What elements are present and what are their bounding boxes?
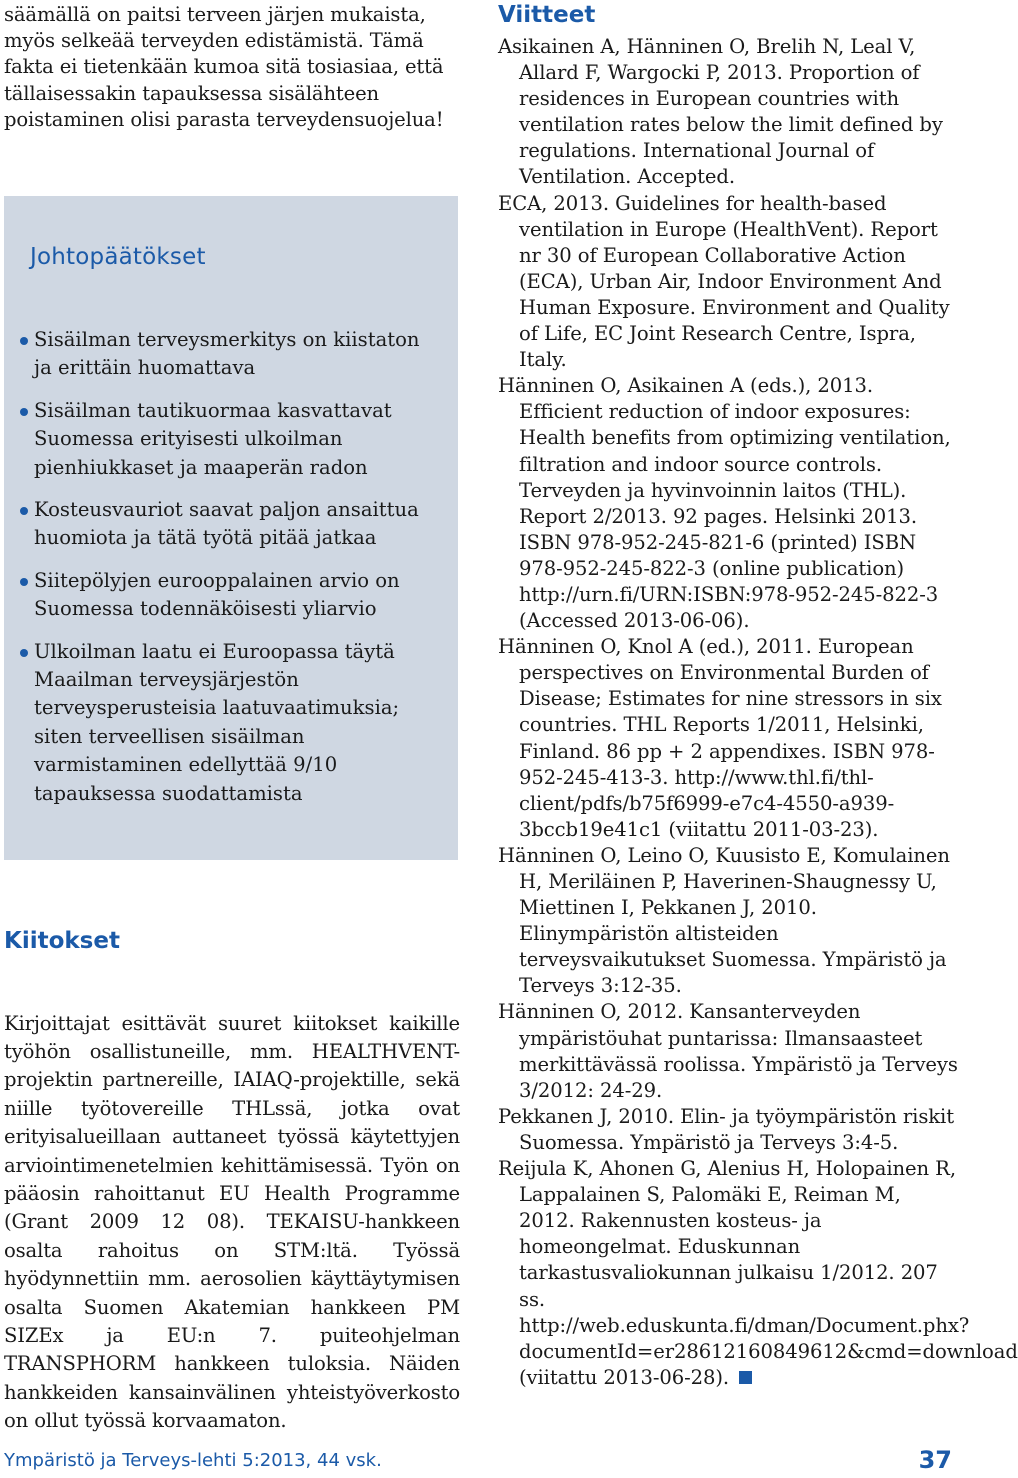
reference-item: Hänninen O, 2012. Kansanterveyden ympäristöuhat puntarissa: Ilmansaasteet merkittävässä roolissa. Ympäristö ja Terveys 3/2012: 24-29. <box>498 1000 958 1102</box>
conclusion-item <box>30 567 434 624</box>
conclusion-item <box>30 638 434 808</box>
conclusion-text: Kosteusvauriot saavat paljon ansaittua huomiota ja tätä työtä pitää jatkaa <box>34 498 419 550</box>
intro-paragraph: säämällä on paitsi terveen järjen mukaista, myös selkeää terveyden edistämistä. Tämä fakta ei tietenkään kumoa sitä tosiasiaa, että tällaisessakin tapauksessa sisälähteen poistaminen olisi parasta terveydensuojelua! <box>4 3 444 131</box>
references-list <box>498 34 1018 1391</box>
conclusions-list <box>30 326 434 808</box>
conclusions-title: Johtopäätökset <box>30 244 206 270</box>
conclusion-text: Sisäilman terveysmerkitys on kiistaton ja erittäin huomattava <box>34 328 420 380</box>
conclusion-text: Siitepölyjen eurooppalainen arvio on Suomessa todennäköisesti yliarvio <box>34 568 400 621</box>
conclusion-item <box>30 397 434 482</box>
bullet-icon <box>20 507 28 515</box>
reference-item: ECA, 2013. Guidelines for health-based ventilation in Europe (HealthVent). Report nr 30 of European Collaborative Action (ECA), Urban Air, Indoor Environment And Human Exposure. Environment and Quality of Life, EC Joint Research Centre, Ispra, Italy. <box>498 191 950 372</box>
acknowledgements-title: Kiitokset <box>4 928 120 954</box>
conclusions-box <box>4 196 458 860</box>
reference-item: Hänninen O, Leino O, Kuusisto E, Komulainen H, Meriläinen P, Haverinen-Shaugnessy U, Miettinen I, Pekkanen J, 2010. Elinympäristön altisteiden terveysvaikutukset Suomessa. Ympäristö ja Terveys 3:12-35. <box>498 843 950 998</box>
page-number: 37 <box>918 1446 952 1474</box>
reference-item <box>498 1156 1018 1391</box>
bullet-icon <box>20 578 28 586</box>
reference-item: Asikainen A, Hänninen O, Brelih N, Leal V, Allard F, Wargocki P, 2013. Proportion of residences in European countries with ventilation rates below the limit defined by regulations. International Journal of Ventilation. Accepted. <box>498 35 943 189</box>
reference-item: Hänninen O, Asikainen A (eds.), 2013. Efficient reduction of indoor exposures: Health benefits from optimizing ventilation, filtration and indoor source controls. Terveyden ja hyvinvoinnin laitos (THL). Report 2/2013. 92 pages. Helsinki 2013. ISBN 978-952-245-821-6 (printed) ISBN 978-952-245-822-3 (online publication) http://urn.fi/URN:ISBN:978-952-245-822-3 (Accessed 2013-06-06). <box>498 374 951 633</box>
end-of-article-icon <box>739 1371 752 1384</box>
journal-footer: Ympäristö ja Terveys-lehti 5:2013, 44 vsk. <box>4 1450 382 1471</box>
reference-item: Pekkanen J, 2010. Elin- ja työympäristön riskit Suomessa. Ympäristö ja Terveys 3:4-5. <box>498 1104 954 1154</box>
conclusion-item <box>30 326 434 383</box>
left-column <box>4 0 462 133</box>
reference-text: Reijula K, Ahonen G, Alenius H, Holopainen R, Lappalainen S, Palomäki E, Reiman M, 2012. Rakennusten kosteus- ja homeongelmat. Eduskunnan tarkastusvaliokunnan julkaisu 1/2012. 207 ss. http://web.eduskunta.fi/dman/Document.phx?documentId=er28612160849612&cmd=download (viitattu 2013-06-28). <box>498 1157 1018 1389</box>
references-title: Viitteet <box>498 2 596 28</box>
conclusion-text: Sisäilman tautikuormaa kasvattavat Suomessa erityisesti ulkoilman pienhiukkaset ja maaperän radon <box>34 398 392 479</box>
bullet-icon <box>20 337 28 345</box>
references-column <box>498 0 1018 1391</box>
bullet-icon <box>20 408 28 416</box>
bullet-icon <box>20 649 28 657</box>
acknowledgements-text: Kirjoittajat esittävät suuret kiitokset kaikille työhön osallistuneille, mm. HEALTHVENT-projektin partnereille, IAIAQ-projektille, sekä niille työtovereille THLssä, jotka ovat erityisalueillaan auttaneet työssä käytettyjen arviointimenetelmien kehittämisessä. Työn on pääosin rahoittanut EU Health Programme (Grant 2009 12 08). TEKAISU-hankkeen osalta rahoitus on STM:ltä. Työssä hyödynnettiin mm. aerosolien käyttäytymisen osalta Suomen Akatemian hankkeen PM SIZEx ja EU:n 7. puiteohjelman TRANSPHORM hankkeen tuloksia. Näiden hankkeiden kansainvälinen yhteistyöverkosto on ollut työssä korvaamaton. <box>4 1011 460 1433</box>
reference-item: Hänninen O, Knol A (ed.), 2011. European perspectives on Environmental Burden of Disease; Estimates for nine stressors in six countries. THL Reports 1/2011, Helsinki, Finland. 86 pp + 2 appendixes. ISBN 978-952-245-413-3. http://www.thl.fi/thl-client/pdfs/b75f6999-e7c4-4550-a939-3bccb19e41c1 (viitattu 2011-03-23). <box>498 635 942 841</box>
conclusion-item <box>30 496 434 553</box>
conclusion-text: Ulkoilman laatu ei Euroopassa täytä Maailman terveysjärjestön terveysperusteisia laatuvaatimuksia; siten terveellisen sisäilman varmistaminen edellyttää 9/10 tapauksessa suodattamista <box>34 639 400 805</box>
